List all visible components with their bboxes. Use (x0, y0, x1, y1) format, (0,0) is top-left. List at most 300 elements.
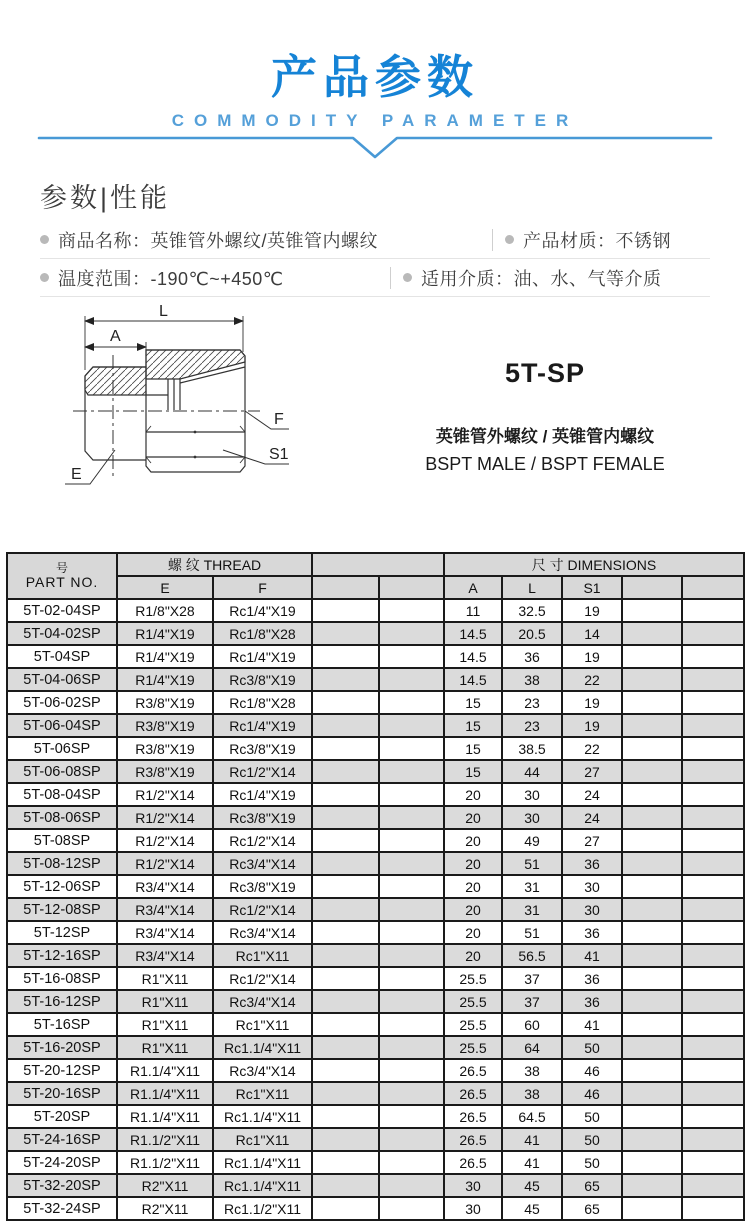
part-no-cell: 5T-04-06SP (7, 668, 117, 691)
spare1-cell (312, 1013, 379, 1036)
thread-f-cell: Rc3/4"X14 (213, 1059, 312, 1082)
col-header-e: E (117, 576, 213, 599)
part-no-cell: 5T-20-16SP (7, 1082, 117, 1105)
spare3-cell (622, 875, 682, 898)
spare1-cell (312, 783, 379, 806)
dim-a-cell: 20 (444, 783, 502, 806)
col-group-thread: 螺 纹 THREAD (117, 553, 312, 576)
page-subtitle: COMMODITY PARAMETER (171, 110, 579, 130)
media-value: 油、水、气等介质 (513, 268, 662, 289)
thread-f-cell: Rc3/4"X14 (213, 852, 312, 875)
spare1-cell (312, 599, 379, 622)
part-no-cell: 5T-06-08SP (7, 760, 117, 783)
dim-l-cell: 51 (502, 852, 562, 875)
dim-a-cell: 14.5 (444, 645, 502, 668)
spare2-cell (379, 645, 444, 668)
spare3-cell (622, 1197, 682, 1220)
thread-f-cell: Rc1/4"X19 (213, 714, 312, 737)
spare2-cell (379, 921, 444, 944)
part-no-cell: 5T-12-16SP (7, 944, 117, 967)
spare1-cell (312, 691, 379, 714)
spare4-cell (682, 875, 744, 898)
dim-s1-cell: 22 (562, 737, 622, 760)
spare2-cell (379, 1036, 444, 1059)
spare2-cell (379, 1059, 444, 1082)
spare1-cell (312, 1197, 379, 1220)
dim-s1-cell: 65 (562, 1174, 622, 1197)
thread-e-cell: R3/4"X14 (117, 921, 213, 944)
spare1-cell (312, 944, 379, 967)
dim-s1-cell: 36 (562, 921, 622, 944)
spare4-cell (682, 737, 744, 760)
spare2-cell (379, 691, 444, 714)
table-row (7, 921, 744, 944)
spare1-cell (312, 1174, 379, 1197)
table-row (7, 622, 744, 645)
spare3-cell (622, 1174, 682, 1197)
table-row (7, 760, 744, 783)
dim-s1-cell: 50 (562, 1036, 622, 1059)
dim-s1-cell: 50 (562, 1128, 622, 1151)
dim-a-cell: 30 (444, 1174, 502, 1197)
table-row (7, 852, 744, 875)
col-header-spare2 (379, 576, 444, 599)
spare3-cell (622, 1151, 682, 1174)
part-no-cell: 5T-16SP (7, 1013, 117, 1036)
dim-l-cell: 41 (502, 1151, 562, 1174)
dim-l-cell: 49 (502, 829, 562, 852)
col-header-spare4 (682, 576, 744, 599)
page-header (0, 52, 750, 161)
dim-l-cell: 45 (502, 1174, 562, 1197)
thread-f-cell: Rc1"X11 (213, 1128, 312, 1151)
part-no-cell: 5T-16-08SP (7, 967, 117, 990)
thread-e-cell: R1"X11 (117, 1013, 213, 1036)
thread-e-cell: R1"X11 (117, 967, 213, 990)
spare4-cell (682, 1036, 744, 1059)
spare4-cell (682, 921, 744, 944)
spare4-cell (682, 1105, 744, 1128)
spare3-cell (622, 921, 682, 944)
col-header-f: F (213, 576, 312, 599)
spare3-cell (622, 806, 682, 829)
table-row (7, 1036, 744, 1059)
thread-f-cell: Rc3/8"X19 (213, 806, 312, 829)
spare3-cell (622, 990, 682, 1013)
spare4-cell (682, 691, 744, 714)
thread-e-cell: R2"X11 (117, 1174, 213, 1197)
thread-e-cell: R3/8"X19 (117, 691, 213, 714)
spare2-cell (379, 898, 444, 921)
table-row (7, 599, 744, 622)
spare2-cell (379, 1197, 444, 1220)
spare1-cell (312, 852, 379, 875)
product-name-value: 英锥管外螺纹/英锥管内螺纹 (150, 230, 378, 251)
spare1-cell (312, 737, 379, 760)
table-body (7, 599, 744, 1220)
temperature-label: 温度范围： (58, 268, 151, 289)
table-row (7, 668, 744, 691)
dim-s1-cell: 46 (562, 1082, 622, 1105)
table-row (7, 783, 744, 806)
spare4-cell (682, 599, 744, 622)
table-row (7, 806, 744, 829)
spare4-cell (682, 1197, 744, 1220)
thread-e-cell: R3/8"X19 (117, 737, 213, 760)
dim-l-cell: 20.5 (502, 622, 562, 645)
spare4-cell (682, 1174, 744, 1197)
dim-l-cell: 31 (502, 875, 562, 898)
dim-a-cell: 14.5 (444, 668, 502, 691)
spare1-cell (312, 1105, 379, 1128)
spare2-cell (379, 1082, 444, 1105)
thread-e-cell: R1.1/2"X11 (117, 1151, 213, 1174)
spare3-cell (622, 737, 682, 760)
dim-s1-cell: 27 (562, 760, 622, 783)
material-value: 不锈钢 (615, 230, 671, 251)
part-no-cell: 5T-12SP (7, 921, 117, 944)
dim-s1-cell: 36 (562, 967, 622, 990)
dim-s1-cell: 36 (562, 852, 622, 875)
spare3-cell (622, 1036, 682, 1059)
spare3-cell (622, 1059, 682, 1082)
dim-a-cell: 30 (444, 1197, 502, 1220)
table-row (7, 1105, 744, 1128)
thread-e-cell: R3/4"X14 (117, 875, 213, 898)
spare2-cell (379, 852, 444, 875)
thread-f-cell: Rc1/8"X28 (213, 622, 312, 645)
thread-e-cell: R1"X11 (117, 990, 213, 1013)
thread-e-cell: R1/4"X19 (117, 622, 213, 645)
thread-f-cell: Rc1.1/4"X11 (213, 1036, 312, 1059)
dim-l-cell: 51 (502, 921, 562, 944)
thread-e-cell: R3/8"X19 (117, 760, 213, 783)
part-no-cell: 5T-12-08SP (7, 898, 117, 921)
thread-e-cell: R1.1/4"X11 (117, 1105, 213, 1128)
spec-row-1 (40, 221, 710, 259)
spare4-cell (682, 944, 744, 967)
dim-a-cell: 20 (444, 852, 502, 875)
part-no-cell: 5T-08-12SP (7, 852, 117, 875)
spare2-cell (379, 944, 444, 967)
thread-f-cell: Rc3/4"X14 (213, 990, 312, 1013)
spare2-cell (379, 622, 444, 645)
table-row (7, 967, 744, 990)
product-name-en: BSPT MALE / BSPT FEMALE (425, 454, 665, 474)
dim-a-cell: 20 (444, 944, 502, 967)
spare1-cell (312, 645, 379, 668)
thread-e-cell: R1/4"X19 (117, 645, 213, 668)
table-row (7, 645, 744, 668)
spare1-cell (312, 622, 379, 645)
thread-f-cell: Rc1/4"X19 (213, 599, 312, 622)
spec-product-name (40, 227, 492, 253)
col-group-spare (312, 553, 444, 576)
table-row (7, 1082, 744, 1105)
dim-s1-cell: 19 (562, 645, 622, 668)
thread-f-cell: Rc1.1/4"X11 (213, 1105, 312, 1128)
thread-e-cell: R1/4"X19 (117, 668, 213, 691)
thread-e-cell: R3/4"X14 (117, 898, 213, 921)
dim-label-e: E (71, 466, 82, 483)
spare4-cell (682, 852, 744, 875)
table-group-header-row (7, 553, 744, 576)
spare3-cell (622, 760, 682, 783)
dim-a-cell: 25.5 (444, 1013, 502, 1036)
spare2-cell (379, 1013, 444, 1036)
dim-a-cell: 26.5 (444, 1105, 502, 1128)
spare1-cell (312, 875, 379, 898)
dim-l-cell: 64.5 (502, 1105, 562, 1128)
spare4-cell (682, 760, 744, 783)
product-model: 5T-SP (504, 358, 586, 388)
thread-e-cell: R3/4"X14 (117, 944, 213, 967)
dim-label-a: A (110, 328, 121, 345)
spare1-cell (312, 668, 379, 691)
dim-a-cell: 15 (444, 691, 502, 714)
thread-f-cell: Rc3/8"X19 (213, 668, 312, 691)
thread-f-cell: Rc3/8"X19 (213, 875, 312, 898)
dim-s1-cell: 24 (562, 806, 622, 829)
spare4-cell (682, 645, 744, 668)
spare2-cell (379, 806, 444, 829)
spare2-cell (379, 668, 444, 691)
table-row (7, 898, 744, 921)
thread-e-cell: R3/8"X19 (117, 714, 213, 737)
spare4-cell (682, 1059, 744, 1082)
spare1-cell (312, 967, 379, 990)
dim-a-cell: 15 (444, 760, 502, 783)
dim-a-cell: 20 (444, 806, 502, 829)
dim-s1-cell: 19 (562, 599, 622, 622)
dim-a-cell: 20 (444, 921, 502, 944)
dim-l-cell: 41 (502, 1128, 562, 1151)
spec-temperature (40, 265, 390, 291)
spec-list (40, 221, 710, 297)
spare4-cell (682, 898, 744, 921)
dim-label-f: F (274, 411, 284, 428)
spare2-cell (379, 760, 444, 783)
dim-a-cell: 25.5 (444, 967, 502, 990)
part-no-cell: 5T-02-04SP (7, 599, 117, 622)
dim-a-cell: 20 (444, 898, 502, 921)
spare1-cell (312, 898, 379, 921)
dim-a-cell: 26.5 (444, 1082, 502, 1105)
dim-s1-cell: 41 (562, 944, 622, 967)
thread-f-cell: Rc1/4"X19 (213, 645, 312, 668)
table-row (7, 990, 744, 1013)
spare2-cell (379, 967, 444, 990)
dim-a-cell: 26.5 (444, 1151, 502, 1174)
dim-label-s1: S1 (269, 446, 289, 463)
spare1-cell (312, 1151, 379, 1174)
spare4-cell (682, 806, 744, 829)
thread-f-cell: Rc1/4"X19 (213, 783, 312, 806)
spare2-cell (379, 1105, 444, 1128)
dim-a-cell: 15 (444, 737, 502, 760)
part-no-cell: 5T-12-06SP (7, 875, 117, 898)
thread-f-cell: Rc1.1/4"X11 (213, 1174, 312, 1197)
spare1-cell (312, 714, 379, 737)
dim-l-cell: 30 (502, 806, 562, 829)
spare3-cell (622, 898, 682, 921)
page-title: 产品参数 (271, 51, 479, 103)
table-row (7, 1174, 744, 1197)
part-no-cell: 5T-06-02SP (7, 691, 117, 714)
spare1-cell (312, 760, 379, 783)
spare3-cell (622, 944, 682, 967)
dim-l-cell: 56.5 (502, 944, 562, 967)
thread-f-cell: Rc1/2"X14 (213, 829, 312, 852)
spare4-cell (682, 1151, 744, 1174)
table-row (7, 1013, 744, 1036)
thread-e-cell: R2"X11 (117, 1197, 213, 1220)
dim-l-cell: 37 (502, 990, 562, 1013)
part-no-cell: 5T-08-06SP (7, 806, 117, 829)
spare3-cell (622, 599, 682, 622)
table-row (7, 944, 744, 967)
spare3-cell (622, 852, 682, 875)
thread-f-cell: Rc1"X11 (213, 1082, 312, 1105)
spare3-cell (622, 622, 682, 645)
thread-e-cell: R1/2"X14 (117, 783, 213, 806)
dim-s1-cell: 30 (562, 875, 622, 898)
product-name-cn: 英锥管外螺纹 / 英锥管内螺纹 (435, 427, 655, 446)
spare1-cell (312, 806, 379, 829)
table-row (7, 829, 744, 852)
spare1-cell (312, 990, 379, 1013)
bullet-icon (40, 273, 49, 282)
dim-l-cell: 38 (502, 1059, 562, 1082)
spare4-cell (682, 668, 744, 691)
header-divider-with-notch (35, 135, 715, 161)
product-id-block (395, 358, 695, 475)
part-no-cell: 5T-32-20SP (7, 1174, 117, 1197)
bullet-icon (505, 235, 514, 244)
dim-a-cell: 20 (444, 829, 502, 852)
vertical-divider (492, 229, 493, 251)
dim-s1-cell: 24 (562, 783, 622, 806)
col-group-dimensions: 尺 寸 DIMENSIONS (444, 553, 744, 576)
thread-e-cell: R1/2"X14 (117, 829, 213, 852)
thread-f-cell: Rc1.1/2"X11 (213, 1197, 312, 1220)
thread-e-cell: R1"X11 (117, 1036, 213, 1059)
part-no-cell: 5T-06SP (7, 737, 117, 760)
spare4-cell (682, 714, 744, 737)
spare2-cell (379, 783, 444, 806)
dim-a-cell: 11 (444, 599, 502, 622)
spare1-cell (312, 1036, 379, 1059)
table-row (7, 1128, 744, 1151)
material-label: 产品材质： (523, 230, 616, 251)
dim-l-cell: 37 (502, 967, 562, 990)
table-row (7, 875, 744, 898)
spec-row-2 (40, 259, 710, 297)
table-row (7, 714, 744, 737)
spare4-cell (682, 622, 744, 645)
table-row (7, 1059, 744, 1082)
spare2-cell (379, 714, 444, 737)
dim-s1-cell: 50 (562, 1151, 622, 1174)
spare1-cell (312, 921, 379, 944)
part-no-cell: 5T-04-02SP (7, 622, 117, 645)
bullet-icon (403, 273, 412, 282)
spare1-cell (312, 1128, 379, 1151)
vertical-divider (390, 267, 391, 289)
spare4-cell (682, 783, 744, 806)
dim-a-cell: 15 (444, 714, 502, 737)
thread-e-cell: R1.1/4"X11 (117, 1082, 213, 1105)
part-no-cell: 5T-08-04SP (7, 783, 117, 806)
spare4-cell (682, 1082, 744, 1105)
col-header-spare1 (312, 576, 379, 599)
thread-f-cell: Rc1/2"X14 (213, 967, 312, 990)
dim-l-cell: 60 (502, 1013, 562, 1036)
table-row (7, 1197, 744, 1220)
spare3-cell (622, 645, 682, 668)
dim-s1-cell: 41 (562, 1013, 622, 1036)
dim-l-cell: 23 (502, 714, 562, 737)
thread-e-cell: R1.1/4"X11 (117, 1059, 213, 1082)
table-row (7, 737, 744, 760)
dim-s1-cell: 19 (562, 714, 622, 737)
part-no-cell: 5T-04SP (7, 645, 117, 668)
dim-s1-cell: 14 (562, 622, 622, 645)
thread-e-cell: R1/2"X14 (117, 806, 213, 829)
spare2-cell (379, 1174, 444, 1197)
dim-a-cell: 14.5 (444, 622, 502, 645)
part-no-cell: 5T-20SP (7, 1105, 117, 1128)
dim-s1-cell: 27 (562, 829, 622, 852)
spare2-cell (379, 1151, 444, 1174)
thread-f-cell: Rc1.1/4"X11 (213, 1151, 312, 1174)
dim-label-l: L (159, 303, 168, 320)
part-no-cell: 5T-20-12SP (7, 1059, 117, 1082)
technical-drawing (55, 300, 395, 510)
dim-l-cell: 30 (502, 783, 562, 806)
part-no-cell: 5T-24-20SP (7, 1151, 117, 1174)
spare4-cell (682, 829, 744, 852)
col-header-s1: S1 (562, 576, 622, 599)
part-no-cell: 5T-32-24SP (7, 1197, 117, 1220)
spare2-cell (379, 1128, 444, 1151)
dim-s1-cell: 36 (562, 990, 622, 1013)
spare3-cell (622, 714, 682, 737)
thread-f-cell: Rc1/2"X14 (213, 898, 312, 921)
temperature-value: -190℃~+450℃ (150, 268, 284, 289)
spare3-cell (622, 1128, 682, 1151)
thread-e-cell: R1/2"X14 (117, 852, 213, 875)
dim-s1-cell: 50 (562, 1105, 622, 1128)
col-header-l: L (502, 576, 562, 599)
dim-l-cell: 23 (502, 691, 562, 714)
dim-s1-cell: 65 (562, 1197, 622, 1220)
dim-l-cell: 38 (502, 668, 562, 691)
col-header-a: A (444, 576, 502, 599)
spare1-cell (312, 829, 379, 852)
thread-f-cell: Rc1"X11 (213, 944, 312, 967)
dim-l-cell: 32.5 (502, 599, 562, 622)
spare2-cell (379, 875, 444, 898)
dim-l-cell: 36 (502, 645, 562, 668)
section-heading: 参数|性能 (40, 183, 171, 213)
spec-material (505, 227, 671, 253)
dim-a-cell: 25.5 (444, 1036, 502, 1059)
dim-s1-cell: 46 (562, 1059, 622, 1082)
dim-a-cell: 26.5 (444, 1128, 502, 1151)
dim-l-cell: 64 (502, 1036, 562, 1059)
dim-s1-cell: 22 (562, 668, 622, 691)
